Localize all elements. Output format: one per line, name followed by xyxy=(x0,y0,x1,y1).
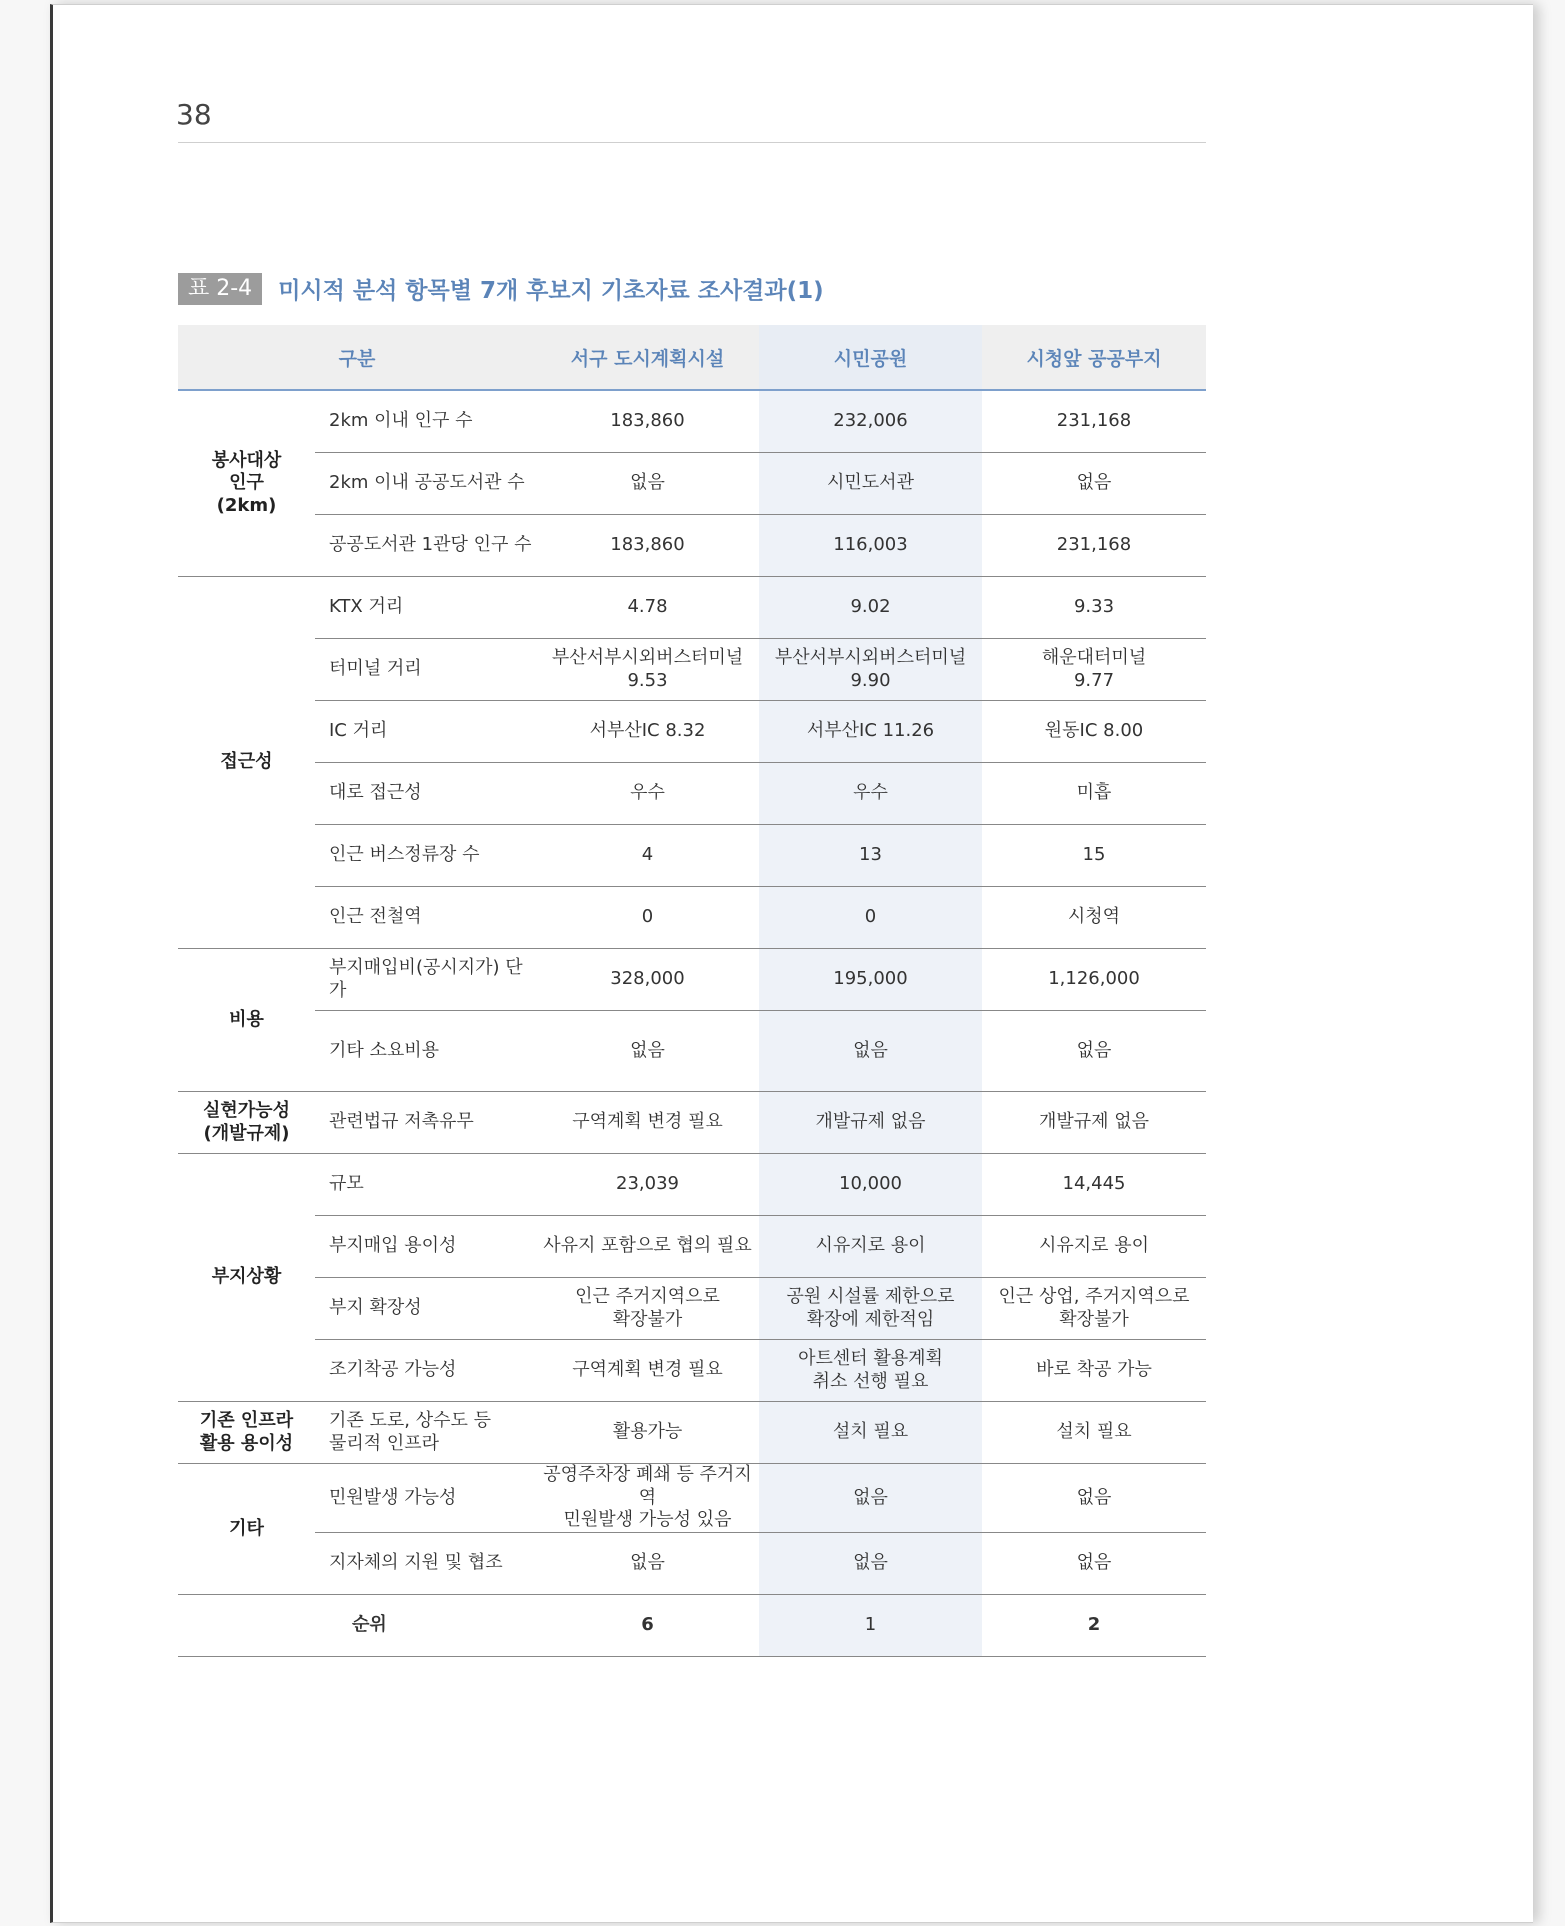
page-number: 38 xyxy=(176,98,212,131)
table-header-row xyxy=(178,325,1206,390)
value-cell-site-3: 없음 xyxy=(982,1532,1206,1594)
item-cell: KTX 거리 xyxy=(315,577,536,639)
value-cell-site-2: 232,006 xyxy=(759,390,982,453)
table-row xyxy=(178,825,1206,887)
table-label: 표 2-4 xyxy=(178,273,262,305)
table-row xyxy=(178,453,1206,515)
rank-cell-site-2: 1 xyxy=(759,1594,982,1656)
value-cell-site-1: 인근 주거지역으로 확장불가 xyxy=(536,1278,759,1340)
value-cell-site-2: 없음 xyxy=(759,1464,982,1533)
value-cell-site-1: 183,860 xyxy=(536,390,759,453)
value-cell-site-1: 328,000 xyxy=(536,949,759,1011)
value-cell-site-2: 13 xyxy=(759,825,982,887)
value-cell-site-1: 4.78 xyxy=(536,577,759,639)
header-category: 구분 xyxy=(178,325,536,390)
value-cell-site-1: 0 xyxy=(536,887,759,949)
value-cell-site-3: 없음 xyxy=(982,1011,1206,1092)
item-cell: 부지 확장성 xyxy=(315,1278,536,1340)
table-title xyxy=(178,272,824,305)
value-cell-site-3: 원동IC 8.00 xyxy=(982,701,1206,763)
table-row xyxy=(178,887,1206,949)
item-cell: 2km 이내 인구 수 xyxy=(315,390,536,453)
table-row xyxy=(178,1216,1206,1278)
value-cell-site-2: 설치 필요 xyxy=(759,1402,982,1464)
value-cell-site-1: 활용가능 xyxy=(536,1402,759,1464)
value-cell-site-3: 없음 xyxy=(982,1464,1206,1533)
value-cell-site-1: 서부산IC 8.32 xyxy=(536,701,759,763)
item-cell: 인근 전철역 xyxy=(315,887,536,949)
value-cell-site-1: 없음 xyxy=(536,1532,759,1594)
value-cell-site-3: 설치 필요 xyxy=(982,1402,1206,1464)
table-row xyxy=(178,577,1206,639)
value-cell-site-3: 14,445 xyxy=(982,1154,1206,1216)
header-site-1: 서구 도시계획시설 xyxy=(536,325,759,390)
header-site-3: 시청앞 공공부지 xyxy=(982,325,1206,390)
table-row xyxy=(178,515,1206,577)
item-cell: 규모 xyxy=(315,1154,536,1216)
value-cell-site-2: 10,000 xyxy=(759,1154,982,1216)
value-cell-site-1: 없음 xyxy=(536,453,759,515)
item-cell: 부지매입비(공시지가) 단가 xyxy=(315,949,536,1011)
item-cell: 공공도서관 1관당 인구 수 xyxy=(315,515,536,577)
table-row xyxy=(178,1402,1206,1464)
value-cell-site-2: 없음 xyxy=(759,1532,982,1594)
table-caption: 미시적 분석 항목별 7개 후보지 기초자료 조사결과(1) xyxy=(278,278,824,304)
item-cell: 조기착공 가능성 xyxy=(315,1340,536,1402)
item-cell: 2km 이내 공공도서관 수 xyxy=(315,453,536,515)
value-cell-site-3: 시청역 xyxy=(982,887,1206,949)
value-cell-site-2: 공원 시설률 제한으로 확장에 제한적임 xyxy=(759,1278,982,1340)
value-cell-site-2: 아트센터 활용계획 취소 선행 필요 xyxy=(759,1340,982,1402)
table-row xyxy=(178,1532,1206,1594)
table-row xyxy=(178,949,1206,1011)
value-cell-site-1: 183,860 xyxy=(536,515,759,577)
category-cell: 기타 xyxy=(178,1464,315,1595)
value-cell-site-3: 15 xyxy=(982,825,1206,887)
value-cell-site-2: 195,000 xyxy=(759,949,982,1011)
value-cell-site-2: 116,003 xyxy=(759,515,982,577)
value-cell-site-3: 인근 상업, 주거지역으로 확장불가 xyxy=(982,1278,1206,1340)
table-row xyxy=(178,1092,1206,1154)
survey-results-table xyxy=(178,325,1206,1657)
value-cell-site-1: 우수 xyxy=(536,763,759,825)
value-cell-site-2: 없음 xyxy=(759,1011,982,1092)
value-cell-site-1: 23,039 xyxy=(536,1154,759,1216)
rank-cell-site-1: 6 xyxy=(536,1594,759,1656)
item-cell: IC 거리 xyxy=(315,701,536,763)
item-cell: 기타 소요비용 xyxy=(315,1011,536,1092)
table-row xyxy=(178,701,1206,763)
value-cell-site-1: 구역계획 변경 필요 xyxy=(536,1340,759,1402)
header-site-2: 시민공원 xyxy=(759,325,982,390)
category-cell: 부지상황 xyxy=(178,1154,315,1402)
item-cell: 기존 도로, 상수도 등 물리적 인프라 xyxy=(315,1402,536,1464)
value-cell-site-2: 시유지로 용이 xyxy=(759,1216,982,1278)
table-row xyxy=(178,1011,1206,1092)
table-row xyxy=(178,1278,1206,1340)
header-rule xyxy=(178,142,1206,143)
item-cell: 터미널 거리 xyxy=(315,639,536,701)
item-cell: 민원발생 가능성 xyxy=(315,1464,536,1533)
value-cell-site-3: 바로 착공 가능 xyxy=(982,1340,1206,1402)
category-cell: 접근성 xyxy=(178,577,315,949)
value-cell-site-2: 개발규제 없음 xyxy=(759,1092,982,1154)
value-cell-site-3: 개발규제 없음 xyxy=(982,1092,1206,1154)
category-cell: 실현가능성 (개발규제) xyxy=(178,1092,315,1154)
value-cell-site-1: 구역계획 변경 필요 xyxy=(536,1092,759,1154)
item-cell: 인근 버스정류장 수 xyxy=(315,825,536,887)
value-cell-site-3: 9.33 xyxy=(982,577,1206,639)
value-cell-site-3: 없음 xyxy=(982,453,1206,515)
value-cell-site-3: 미흡 xyxy=(982,763,1206,825)
rank-label-cell: 순위 xyxy=(315,1594,536,1656)
table-row xyxy=(178,763,1206,825)
value-cell-site-2: 서부산IC 11.26 xyxy=(759,701,982,763)
table-row xyxy=(178,1154,1206,1216)
value-cell-site-2: 시민도서관 xyxy=(759,453,982,515)
item-cell: 부지매입 용이성 xyxy=(315,1216,536,1278)
value-cell-site-2: 우수 xyxy=(759,763,982,825)
value-cell-site-1: 공영주차장 폐쇄 등 주거지역 민원발생 가능성 있음 xyxy=(536,1464,759,1533)
rank-cell-site-3: 2 xyxy=(982,1594,1206,1656)
value-cell-site-2: 0 xyxy=(759,887,982,949)
category-cell: 봉사대상 인구 (2km) xyxy=(178,390,315,577)
value-cell-site-3: 해운대터미널 9.77 xyxy=(982,639,1206,701)
value-cell-site-1: 사유지 포함으로 협의 필요 xyxy=(536,1216,759,1278)
category-cell: 기존 인프라 활용 용이성 xyxy=(178,1402,315,1464)
item-cell: 대로 접근성 xyxy=(315,763,536,825)
value-cell-site-2: 부산서부시외버스터미널 9.90 xyxy=(759,639,982,701)
table-row xyxy=(178,390,1206,453)
value-cell-site-1: 부산서부시외버스터미널 9.53 xyxy=(536,639,759,701)
value-cell-site-2: 9.02 xyxy=(759,577,982,639)
value-cell-site-1: 없음 xyxy=(536,1011,759,1092)
item-cell: 관련법규 저촉유무 xyxy=(315,1092,536,1154)
value-cell-site-1: 4 xyxy=(536,825,759,887)
category-cell: 비용 xyxy=(178,949,315,1092)
rank-empty-cell xyxy=(178,1594,315,1656)
item-cell: 지자체의 지원 및 협조 xyxy=(315,1532,536,1594)
value-cell-site-3: 231,168 xyxy=(982,515,1206,577)
value-cell-site-3: 231,168 xyxy=(982,390,1206,453)
value-cell-site-3: 1,126,000 xyxy=(982,949,1206,1011)
table-body xyxy=(178,390,1206,1656)
table-row xyxy=(178,1340,1206,1402)
value-cell-site-3: 시유지로 용이 xyxy=(982,1216,1206,1278)
rank-row xyxy=(178,1594,1206,1656)
table-row xyxy=(178,639,1206,701)
table-row xyxy=(178,1464,1206,1533)
